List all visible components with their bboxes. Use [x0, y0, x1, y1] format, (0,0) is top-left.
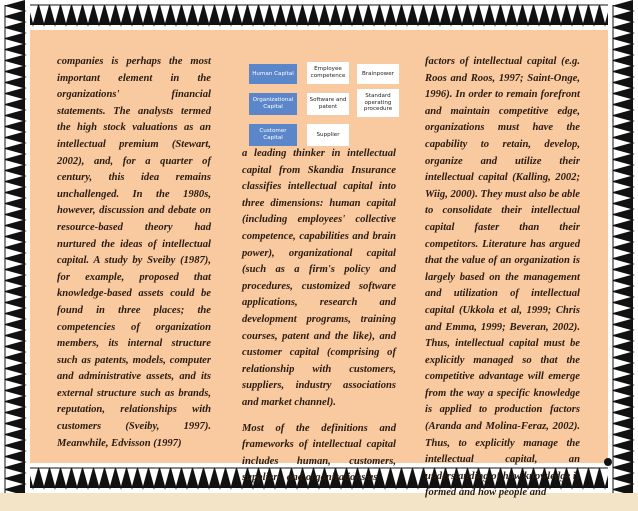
decorative-border-left	[0, 0, 30, 493]
node-standard-operating-procedure: Standard operating procedure	[357, 89, 399, 117]
text-column-middle	[242, 146, 396, 496]
middle-paragraph-1: a leading thinker in intellectual capital from Skandia Insurance classifies intellectual capital into three dimensions: human capital (including employees' collective competence, capabilities and brain power), organizational capital (such as a firm's policy and procedures, customized software applications, research and development programs, training courses, patent and the like), and customer capital (comprising of relationship with customers, suppliers, industry associations and market channel).	[242, 146, 396, 412]
text-column-left	[57, 54, 211, 461]
node-organizational-capital: Organizational Capital	[249, 93, 297, 115]
node-brainpower: Brainpower	[357, 64, 399, 84]
node-software-and-patent: Software and patent	[307, 93, 349, 115]
node-supplier: Supplier	[307, 124, 349, 146]
decorative-border-top	[0, 0, 638, 30]
node-customer-capital: Customer Capital	[249, 124, 297, 146]
text-column-right	[425, 54, 580, 511]
decorative-border-right	[608, 0, 638, 493]
node-human-capital: Human Capital	[249, 64, 297, 84]
node-employee-competence: Employee competence	[307, 62, 349, 84]
corner-ornament	[604, 458, 612, 466]
left-paragraph: companies is perhaps the most important element in the organizations' financial statements. The analysts termed the high stock valuations as an intellectual premium (Stewart, 2002), and, for a quarter of century, this idea remains unchallenged. In the 1980s, however, discussion and debate on resource-based theory had nurtured the ideas of intellectual capital. A study by Sveiby (1987), for example, proposed that knowledge-based assets could be found in three places; the competencies of organization members, its internal structure such as patents, models, computer and administrative assets, and its external structure such as brands, reputation, relationships with customers (Sveiby, 1997). Meanwhile, Edvisson (1997)	[57, 54, 211, 452]
middle-paragraph-2: Most of the definitions and frameworks of intellectual capital includes human, customers, suppliers, and organizations as	[242, 421, 396, 487]
right-paragraph: factors of intellectual capital (e.g. Roos and Roos, 1997; Saint-Onge, 1996). In order to remain forefront and maintain competitive edge, organizations must have the capability to retain, develop, organize and utilize their intellectual capital (Kalling, 2002; Wiig, 2000). They must also be able to consolidate their intellectual capital faster than their competitors. Literature has argued that the value of an organization is largely based on the management and utilization of intellectual capital (Ukkola et al, 1999; Chris and Emma, 1999; Beveran, 2002). Thus, intellectual capital must be explicitly managed so that the competitive advantage will emerge from the way a specific knowledge is applied to production factors (Aranda and Molina-Feraz, 2002). Thus, to explicitly manage the intellectual capital, an understanding of how knowledge is formed and how people and	[425, 54, 580, 502]
intellectual-capital-diagram	[241, 58, 406, 148]
